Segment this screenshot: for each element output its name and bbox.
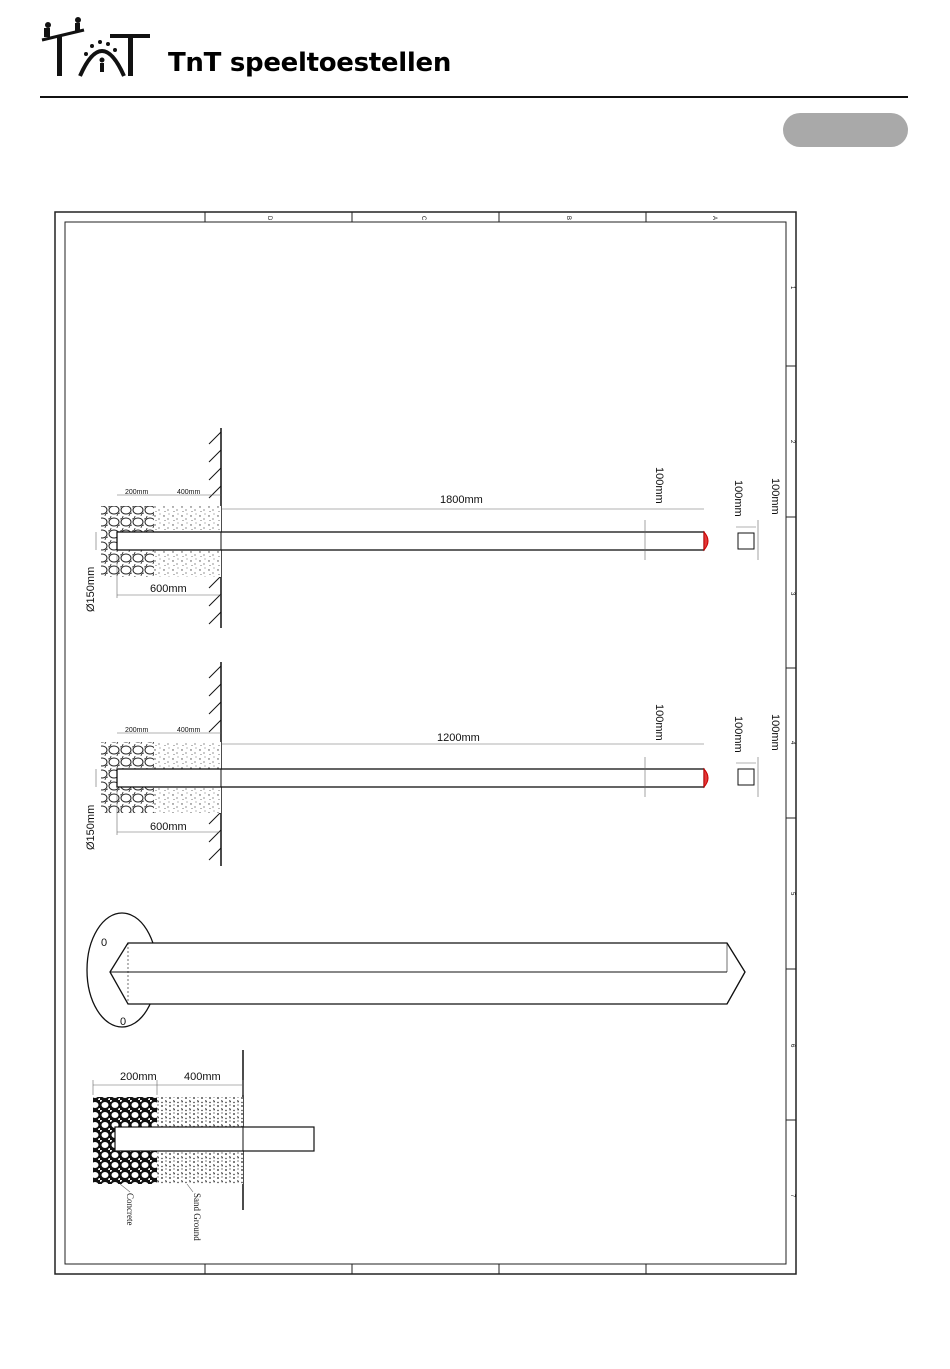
concrete-depth-label: 200mm — [125, 727, 149, 734]
zone-label-right: 6 — [789, 1044, 795, 1048]
short-post-view — [85, 662, 781, 866]
zone-label-top: C — [420, 216, 426, 221]
diameter-label: Ø150mm — [85, 804, 97, 850]
long-post-view — [85, 428, 781, 628]
sand-depth-label: 400mm — [177, 489, 201, 496]
sand-depth-label: 400mm — [184, 1071, 221, 1083]
hole-label: 0 — [120, 1016, 127, 1028]
concrete-label: Concrete — [125, 1193, 135, 1226]
section-width-label: 100mm — [732, 716, 744, 753]
section-width-label: 100mm — [732, 480, 744, 517]
concrete-depth-label: 200mm — [120, 1071, 157, 1083]
zone-label-top: B — [565, 216, 571, 221]
section-height-label: 100mm — [769, 478, 781, 515]
zone-label-top: A — [711, 216, 717, 221]
section-height-label: 100mm — [769, 714, 781, 751]
hole-label: 0 — [101, 937, 108, 949]
height-label: 100mm — [653, 467, 665, 504]
sand-ground-label: Sand Ground — [192, 1193, 202, 1241]
zone-labels-right — [789, 286, 795, 1198]
base-plate-view — [87, 913, 745, 1028]
zone-label-right: 4 — [789, 741, 795, 745]
embed-depth-label: 600mm — [150, 821, 187, 833]
sand-depth-label: 400mm — [177, 727, 201, 734]
height-label: 100mm — [653, 704, 665, 741]
zone-label-right: 1 — [789, 286, 795, 290]
embed-depth-label: 600mm — [150, 583, 187, 595]
zone-label-right: 7 — [789, 1194, 795, 1198]
length-label: 1200mm — [437, 732, 480, 744]
concrete-depth-label: 200mm — [125, 489, 149, 496]
length-label: 1800mm — [440, 494, 483, 506]
brand-name: TnT speeltoestellen — [168, 48, 452, 78]
zone-label-right: 3 — [789, 592, 795, 596]
foundation-detail-view — [93, 1050, 314, 1241]
zone-label-top: D — [266, 216, 272, 221]
zone-label-right: 5 — [789, 892, 795, 896]
zone-labels-top — [266, 216, 717, 221]
diameter-label: Ø150mm — [85, 566, 97, 612]
zone-label-right: 2 — [789, 440, 795, 444]
